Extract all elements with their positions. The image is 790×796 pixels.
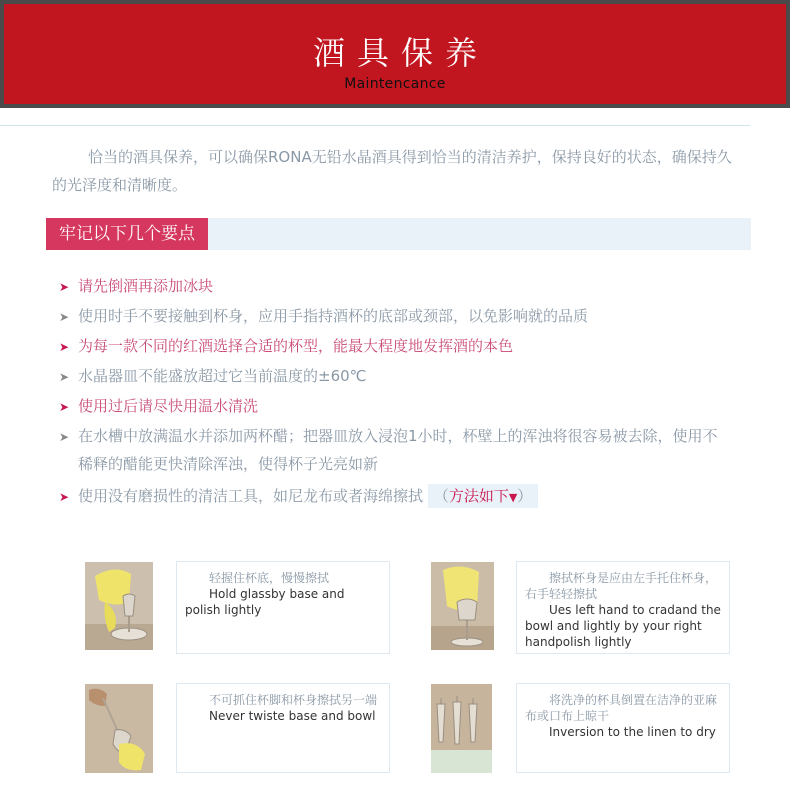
- tip-item: [56, 302, 736, 330]
- chevron-right-icon: ➤: [59, 340, 70, 354]
- section-header: [46, 218, 751, 250]
- tips-list: [56, 272, 736, 514]
- photo-cradle-bowl: [431, 562, 494, 650]
- intro-paragraph: [52, 143, 732, 199]
- tip-item: [56, 362, 736, 390]
- method-close-paren: ）: [517, 487, 533, 505]
- tip-item: [56, 332, 736, 360]
- step-caption: [516, 683, 730, 773]
- step-caption-en: Hold glassby base and polish lightly: [185, 587, 345, 617]
- tip-item: [56, 482, 736, 512]
- chevron-right-icon: ➤: [59, 280, 70, 294]
- tip-text: 使用过后请尽快用温水清洗: [78, 397, 259, 415]
- step-caption: [176, 683, 390, 773]
- step-caption-cn: 将洗净的杯具倒置在洁净的亚麻布或口布上晾干: [525, 693, 718, 723]
- method-label: 方法如下: [448, 487, 509, 505]
- step-caption-cn: 轻握住杯底，慢慢擦拭: [209, 571, 330, 585]
- tip-item: [56, 392, 736, 420]
- chevron-right-icon: ➤: [59, 430, 70, 444]
- tip-text: 请先倒酒再添加冰块: [78, 277, 214, 295]
- tip-item: [56, 272, 736, 300]
- chevron-right-icon: ➤: [59, 400, 70, 414]
- photo-drying-rack: [431, 684, 492, 773]
- step-caption-en: Never twiste base and bowl: [209, 709, 376, 723]
- chevron-right-icon: ➤: [59, 310, 70, 324]
- method-link[interactable]: [428, 484, 539, 508]
- chevron-right-icon: ➤: [59, 370, 70, 384]
- intro-text: 恰当的酒具保养，可以确保RONA无铅水晶酒具得到恰当的清洁养护，保持良好的状态，确保持久的光泽度和清晰度。: [52, 148, 732, 194]
- tip-text: 为每一款不同的红酒选择合适的杯型，能最大程度地发挥酒的本色: [78, 337, 514, 355]
- step-caption-cn: 擦拭杯身是应由左手托住杯身，右手轻轻擦拭: [525, 571, 718, 601]
- step-caption: [516, 561, 730, 654]
- method-open-paren: （: [433, 487, 449, 505]
- photo-hold-base: [85, 562, 153, 650]
- tip-text: 使用没有磨损性的清洁工具，如尼龙布或者海绵擦拭: [78, 487, 424, 505]
- page-subtitle: Maintencance: [344, 76, 446, 92]
- step-caption-cn: 不可抓住杯脚和杯身擦拭另一端: [209, 693, 378, 707]
- section-label: 牢记以下几个要点: [46, 218, 208, 250]
- photo-no-twist: [85, 684, 153, 773]
- step-caption: [176, 561, 390, 654]
- step-caption-en: Ues left hand to cradand the bowl and lightly by your right handpolish lightly: [525, 603, 721, 649]
- banner-red-panel: [4, 4, 786, 104]
- triangle-down-icon: ▼: [508, 491, 518, 504]
- tip-text: 水晶器皿不能盛放超过它当前温度的±60℃: [78, 367, 367, 385]
- header-banner: [0, 0, 790, 108]
- step-caption-en: Inversion to the linen to dry: [549, 725, 716, 739]
- tip-text: 在水槽中放满温水并添加两杯醋；把器皿放入浸泡1小时，杯壁上的浑浊将很容易被去除，使用不稀释的醋能更快清除浑浊，使得杯子光亮如新: [78, 427, 718, 473]
- tip-text: 使用时手不要接触到杯身，应用手指持酒杯的底部或颈部，以免影响就的品质: [78, 307, 589, 325]
- tip-item: [56, 422, 718, 478]
- chevron-right-icon: ➤: [59, 490, 70, 504]
- divider: [0, 125, 750, 126]
- page-title: 酒具保养: [312, 34, 489, 72]
